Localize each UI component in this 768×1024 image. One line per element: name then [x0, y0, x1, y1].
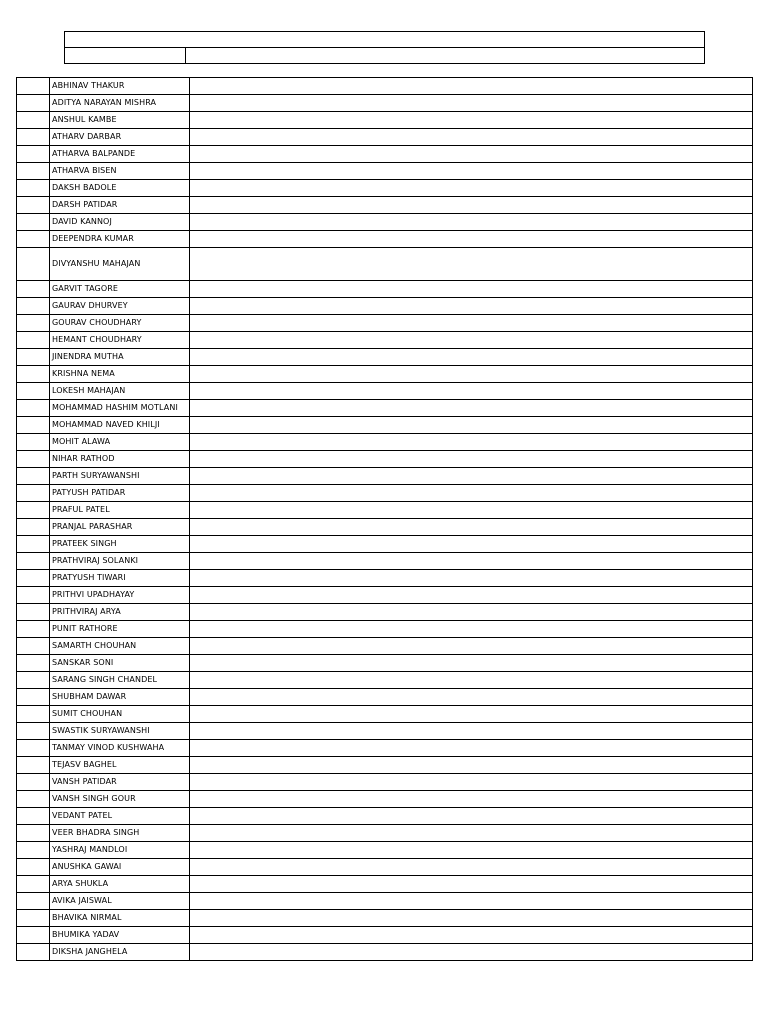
student-name: BHUMIKA YADAV [50, 927, 190, 944]
student-row [17, 519, 753, 536]
student-row [17, 944, 753, 961]
student-row [17, 638, 753, 655]
serial-cell [17, 689, 50, 706]
remarks-cell [190, 553, 753, 570]
student-name: SUMIT CHOUHAN [50, 706, 190, 723]
student-name: YASHRAJ MANDLOI [50, 842, 190, 859]
remarks-cell [190, 197, 753, 214]
remarks-cell [190, 231, 753, 248]
student-row [17, 485, 753, 502]
serial-cell [17, 910, 50, 927]
student-name: MOHAMMAD NAVED KHILJI [50, 417, 190, 434]
remarks-cell [190, 129, 753, 146]
student-name: ABHINAV THAKUR [50, 78, 190, 95]
remarks-cell [190, 927, 753, 944]
serial-cell [17, 366, 50, 383]
serial-cell [17, 281, 50, 298]
remarks-cell [190, 485, 753, 502]
student-name: PUNIT RATHORE [50, 621, 190, 638]
student-name: VANSH PATIDAR [50, 774, 190, 791]
remarks-cell [190, 349, 753, 366]
serial-cell [17, 740, 50, 757]
serial-cell [17, 349, 50, 366]
student-row [17, 214, 753, 231]
remarks-cell [190, 791, 753, 808]
student-name: ANSHUL KAMBE [50, 112, 190, 129]
remarks-cell [190, 315, 753, 332]
student-name: ATHARVA BISEN [50, 163, 190, 180]
serial-cell [17, 383, 50, 400]
student-row [17, 366, 753, 383]
remarks-cell [190, 604, 753, 621]
student-row [17, 95, 753, 112]
serial-cell [17, 112, 50, 129]
remarks-cell [190, 468, 753, 485]
remarks-cell [190, 638, 753, 655]
student-name: SWASTIK SURYAWANSHI [50, 723, 190, 740]
student-name: SANSKAR SONI [50, 655, 190, 672]
serial-cell [17, 231, 50, 248]
remarks-cell [190, 876, 753, 893]
student-name: PRATYUSH TIWARI [50, 570, 190, 587]
student-row [17, 723, 753, 740]
student-name: PRAFUL PATEL [50, 502, 190, 519]
student-row [17, 706, 753, 723]
student-row [17, 927, 753, 944]
student-name: PRANJAL PARASHAR [50, 519, 190, 536]
student-row [17, 689, 753, 706]
student-name: PRITHVIRAJ ARYA [50, 604, 190, 621]
serial-cell [17, 214, 50, 231]
header-value-cell [186, 48, 705, 64]
remarks-cell [190, 383, 753, 400]
serial-cell [17, 417, 50, 434]
student-row [17, 876, 753, 893]
serial-cell [17, 553, 50, 570]
student-roster-table [16, 77, 753, 961]
serial-cell [17, 723, 50, 740]
serial-cell [17, 332, 50, 349]
student-row [17, 451, 753, 468]
remarks-cell [190, 298, 753, 315]
serial-cell [17, 706, 50, 723]
serial-cell [17, 655, 50, 672]
student-name: VEER BHADRA SINGH [50, 825, 190, 842]
remarks-cell [190, 689, 753, 706]
remarks-cell [190, 180, 753, 197]
student-row [17, 332, 753, 349]
remarks-cell [190, 570, 753, 587]
student-row [17, 231, 753, 248]
student-name: BHAVIKA NIRMAL [50, 910, 190, 927]
serial-cell [17, 248, 50, 281]
student-row [17, 842, 753, 859]
student-row [17, 910, 753, 927]
remarks-cell [190, 893, 753, 910]
student-name: PRITHVI UPADHAYAY [50, 587, 190, 604]
student-row [17, 298, 753, 315]
student-row [17, 774, 753, 791]
serial-cell [17, 95, 50, 112]
serial-cell [17, 774, 50, 791]
remarks-cell [190, 434, 753, 451]
student-row [17, 859, 753, 876]
remarks-cell [190, 519, 753, 536]
student-row [17, 468, 753, 485]
serial-cell [17, 315, 50, 332]
student-row [17, 281, 753, 298]
serial-cell [17, 842, 50, 859]
serial-cell [17, 129, 50, 146]
serial-cell [17, 587, 50, 604]
remarks-cell [190, 655, 753, 672]
remarks-cell [190, 502, 753, 519]
student-row [17, 893, 753, 910]
remarks-cell [190, 146, 753, 163]
student-name: KRISHNA NEMA [50, 366, 190, 383]
serial-cell [17, 536, 50, 553]
student-row [17, 248, 753, 281]
serial-cell [17, 502, 50, 519]
student-row [17, 197, 753, 214]
student-name: ATHARV DARBAR [50, 129, 190, 146]
serial-cell [17, 197, 50, 214]
student-row [17, 349, 753, 366]
student-name: ANUSHKA GAWAI [50, 859, 190, 876]
header-table [64, 31, 705, 64]
student-row [17, 672, 753, 689]
student-row [17, 757, 753, 774]
student-row [17, 315, 753, 332]
student-name: VANSH SINGH GOUR [50, 791, 190, 808]
serial-cell [17, 944, 50, 961]
remarks-cell [190, 214, 753, 231]
remarks-cell [190, 808, 753, 825]
student-name: SAMARTH CHOUHAN [50, 638, 190, 655]
serial-cell [17, 672, 50, 689]
student-name: ATHARVA BALPANDE [50, 146, 190, 163]
remarks-cell [190, 248, 753, 281]
student-name: DIKSHA JANGHELA [50, 944, 190, 961]
student-name: TANMAY VINOD KUSHWAHA [50, 740, 190, 757]
student-row [17, 604, 753, 621]
student-name: MOHAMMAD HASHIM MOTLANI [50, 400, 190, 417]
serial-cell [17, 78, 50, 95]
remarks-cell [190, 163, 753, 180]
student-row [17, 417, 753, 434]
student-name: DAKSH BADOLE [50, 180, 190, 197]
student-name: PATYUSH PATIDAR [50, 485, 190, 502]
serial-cell [17, 570, 50, 587]
student-row [17, 180, 753, 197]
student-row [17, 129, 753, 146]
student-name: SHUBHAM DAWAR [50, 689, 190, 706]
student-name: GOURAV CHOUDHARY [50, 315, 190, 332]
remarks-cell [190, 281, 753, 298]
student-name: TEJASV BAGHEL [50, 757, 190, 774]
student-name: DAVID KANNOJ [50, 214, 190, 231]
student-name: GAURAV DHURVEY [50, 298, 190, 315]
student-name: PARTH SURYAWANSHI [50, 468, 190, 485]
remarks-cell [190, 112, 753, 129]
student-name: JINENDRA MUTHA [50, 349, 190, 366]
remarks-cell [190, 95, 753, 112]
serial-cell [17, 468, 50, 485]
serial-cell [17, 859, 50, 876]
student-name: LOKESH MAHAJAN [50, 383, 190, 400]
student-row [17, 112, 753, 129]
header-title-cell [65, 32, 705, 48]
student-row [17, 791, 753, 808]
serial-cell [17, 434, 50, 451]
remarks-cell [190, 400, 753, 417]
student-name: VEDANT PATEL [50, 808, 190, 825]
student-row [17, 502, 753, 519]
student-row [17, 621, 753, 638]
serial-cell [17, 927, 50, 944]
remarks-cell [190, 825, 753, 842]
remarks-cell [190, 78, 753, 95]
student-row [17, 825, 753, 842]
remarks-cell [190, 451, 753, 468]
student-name: DEEPENDRA KUMAR [50, 231, 190, 248]
student-row [17, 553, 753, 570]
remarks-cell [190, 417, 753, 434]
serial-cell [17, 876, 50, 893]
remarks-cell [190, 774, 753, 791]
student-row [17, 536, 753, 553]
roster-body [17, 78, 753, 961]
header-title-row [65, 32, 705, 48]
serial-cell [17, 791, 50, 808]
serial-cell [17, 485, 50, 502]
student-row [17, 383, 753, 400]
student-name: NIHAR RATHOD [50, 451, 190, 468]
student-row [17, 163, 753, 180]
serial-cell [17, 638, 50, 655]
serial-cell [17, 298, 50, 315]
remarks-cell [190, 740, 753, 757]
serial-cell [17, 604, 50, 621]
student-name: MOHIT ALAWA [50, 434, 190, 451]
serial-cell [17, 893, 50, 910]
serial-cell [17, 400, 50, 417]
serial-cell [17, 451, 50, 468]
student-row [17, 570, 753, 587]
serial-cell [17, 808, 50, 825]
student-name: DIVYANSHU MAHAJAN [50, 248, 190, 281]
student-name: DARSH PATIDAR [50, 197, 190, 214]
student-row [17, 587, 753, 604]
remarks-cell [190, 706, 753, 723]
remarks-cell [190, 332, 753, 349]
student-row [17, 434, 753, 451]
header-label-cell [65, 48, 186, 64]
student-row [17, 146, 753, 163]
student-row [17, 740, 753, 757]
student-name: ARYA SHUKLA [50, 876, 190, 893]
remarks-cell [190, 859, 753, 876]
serial-cell [17, 621, 50, 638]
remarks-cell [190, 672, 753, 689]
serial-cell [17, 146, 50, 163]
remarks-cell [190, 536, 753, 553]
student-row [17, 655, 753, 672]
serial-cell [17, 180, 50, 197]
serial-cell [17, 825, 50, 842]
serial-cell [17, 757, 50, 774]
student-name: ADITYA NARAYAN MISHRA [50, 95, 190, 112]
remarks-cell [190, 621, 753, 638]
student-name: AVIKA JAISWAL [50, 893, 190, 910]
remarks-cell [190, 757, 753, 774]
student-row [17, 78, 753, 95]
student-name: PRATHVIRAJ SOLANKI [50, 553, 190, 570]
remarks-cell [190, 910, 753, 927]
remarks-cell [190, 842, 753, 859]
student-name: PRATEEK SINGH [50, 536, 190, 553]
serial-cell [17, 163, 50, 180]
header-info-row [65, 48, 705, 64]
student-name: SARANG SINGH CHANDEL [50, 672, 190, 689]
student-name: HEMANT CHOUDHARY [50, 332, 190, 349]
student-row [17, 400, 753, 417]
remarks-cell [190, 723, 753, 740]
remarks-cell [190, 366, 753, 383]
serial-cell [17, 519, 50, 536]
student-name: GARVIT TAGORE [50, 281, 190, 298]
remarks-cell [190, 944, 753, 961]
student-row [17, 808, 753, 825]
remarks-cell [190, 587, 753, 604]
